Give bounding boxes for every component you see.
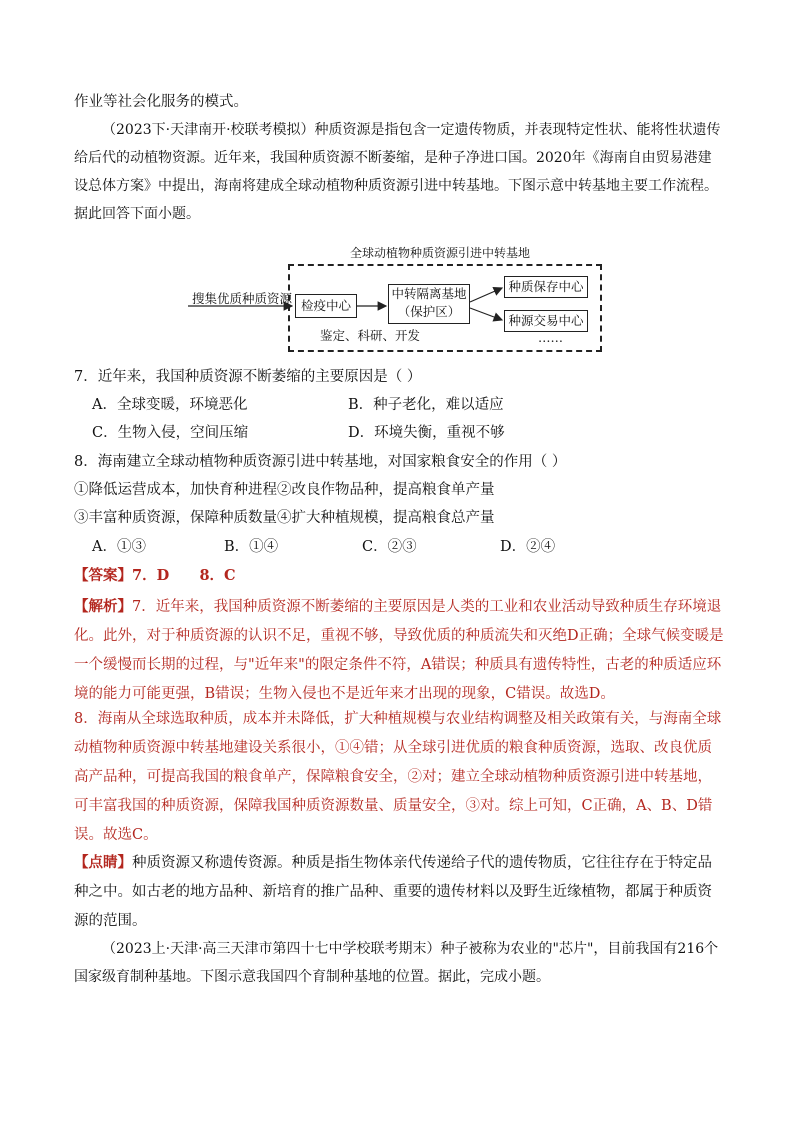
intro-tail: 作业等社会化服务的模式。 <box>74 94 248 110</box>
q7-option-b: B．种子老化，难以适应 <box>348 397 504 413</box>
analysis-q7-text: 7．近年来，我国种质资源不断萎缩的主要原因是人类的工业和农业活动导致种质生存环境退化。此外，对于种质资源的认识不足，重视不够，导致优质的种质流失和灭绝D正确；全球气候变暖是一个缓慢而长期的过程，与"近年来"的限定条件不符，A错误；种质具有遗传特性，古老的种质适应环境的能力可能更强，B错误；生物入侵也不是近年来才出现的现象，C错误。故选D。 <box>74 599 724 702</box>
arrow-trading <box>470 308 502 320</box>
analysis-q7 <box>74 592 724 709</box>
box-quarantine: 检疫中心 <box>295 294 357 318</box>
answer-line <box>74 562 724 590</box>
diagram-title: 全球动植物种质资源引进中转基地 <box>350 246 531 260</box>
box-storage: 种质保存中心 <box>504 276 588 298</box>
q8-stem: 8．海南建立全球动植物种质资源引进中转基地，对国家粮食安全的作用（ ） <box>74 454 567 470</box>
comment <box>74 848 724 936</box>
q8-option-b: B．①④ <box>224 539 279 555</box>
diagram-footer: 鉴定、科研、开发 <box>320 328 421 343</box>
arrow-storage <box>470 288 502 302</box>
box-transit <box>388 284 470 324</box>
box-transit-line2: （保护区） <box>397 304 461 319</box>
q8-option-a: A．①③ <box>92 539 146 555</box>
diagram-ellipsis: …… <box>538 330 563 345</box>
q7-stem: 7．近年来，我国种质资源不断萎缩的主要原因是（ ） <box>74 369 422 385</box>
passage-1: （2023下·天津南开·校联考模拟）种质资源是指包含一定遗传物质，并表现特定性状、能将性状遗传给后代的动植物资源。近年来，我国种质资源不断萎缩，是种子净进口国。2020年《海南自由贸易港建设总体方案》中提出，海南将建成全球动植物种质资源引进中转基地。下图示意中转基地主要工作流程。据此回答下面小题。 <box>74 122 721 222</box>
diagram-input-label: 搜集优质种质资源 <box>192 291 293 306</box>
answer-label: 【答案】 <box>74 567 132 584</box>
analysis-q8: 8．海南从全球选取种质，成本并未降低，扩大种植规模与农业结构调整及相关政策有关，与海南全球动植物种质资源中转基地建设关系很小，①④错；从全球引进优质的粮食种质资源，选取、改良优质高产品种，可提高我国的粮食单产，保障粮食安全，②对；建立全球动植物种质资源引进中转基地，可丰富我国的种质资源，保障我国种质资源数量、质量安全，③对。综上可知，C正确，A、B、D错误。故选C。 <box>74 711 722 843</box>
q8-choices-line1: ①降低运营成本，加快育种进程②改良作物品种，提高粮食单产量 <box>74 482 495 498</box>
q8-option-c: C．②③ <box>362 539 417 555</box>
q8-options <box>92 533 555 561</box>
passage-2: （2023上·天津·高三天津市第四十七中学校联考期末）种子被称为农业的"芯片"，目前我国有216个国家级育制种基地。下图示意我国四个育制种基地的位置。据此，完成小题。 <box>74 941 719 985</box>
comment-label: 【点睛】 <box>74 854 132 871</box>
q7-option-a: A．全球变暖，环境恶化 <box>92 397 248 413</box>
box-transit-line1: 中转隔离基地 <box>391 286 467 301</box>
analysis-label: 【解析】 <box>74 598 132 615</box>
q7-option-c: C．生物入侵，空间压缩 <box>92 425 249 441</box>
comment-text: 种质资源又称遗传资源。种质是指生物体亲代传递给子代的遗传物质，它往往存在于特定品种之中。如古老的地方品种、新培育的推广品种、重要的遗传材料以及野生近缘植物，都属于种质资源的范围。 <box>74 855 712 929</box>
q7-option-d: D．环境失衡，重视不够 <box>348 425 505 441</box>
answer-text: 7．D 8．C <box>132 567 236 584</box>
flow-diagram <box>180 242 610 354</box>
q7-options-row1 <box>92 391 504 419</box>
box-trading: 种源交易中心 <box>504 310 588 332</box>
q7-options-row2 <box>92 419 505 447</box>
q8-choices-line2: ③丰富种质资源，保障种质数量④扩大种植规模，提高粮食总产量 <box>74 510 495 526</box>
q8-option-d: D．②④ <box>500 539 556 555</box>
